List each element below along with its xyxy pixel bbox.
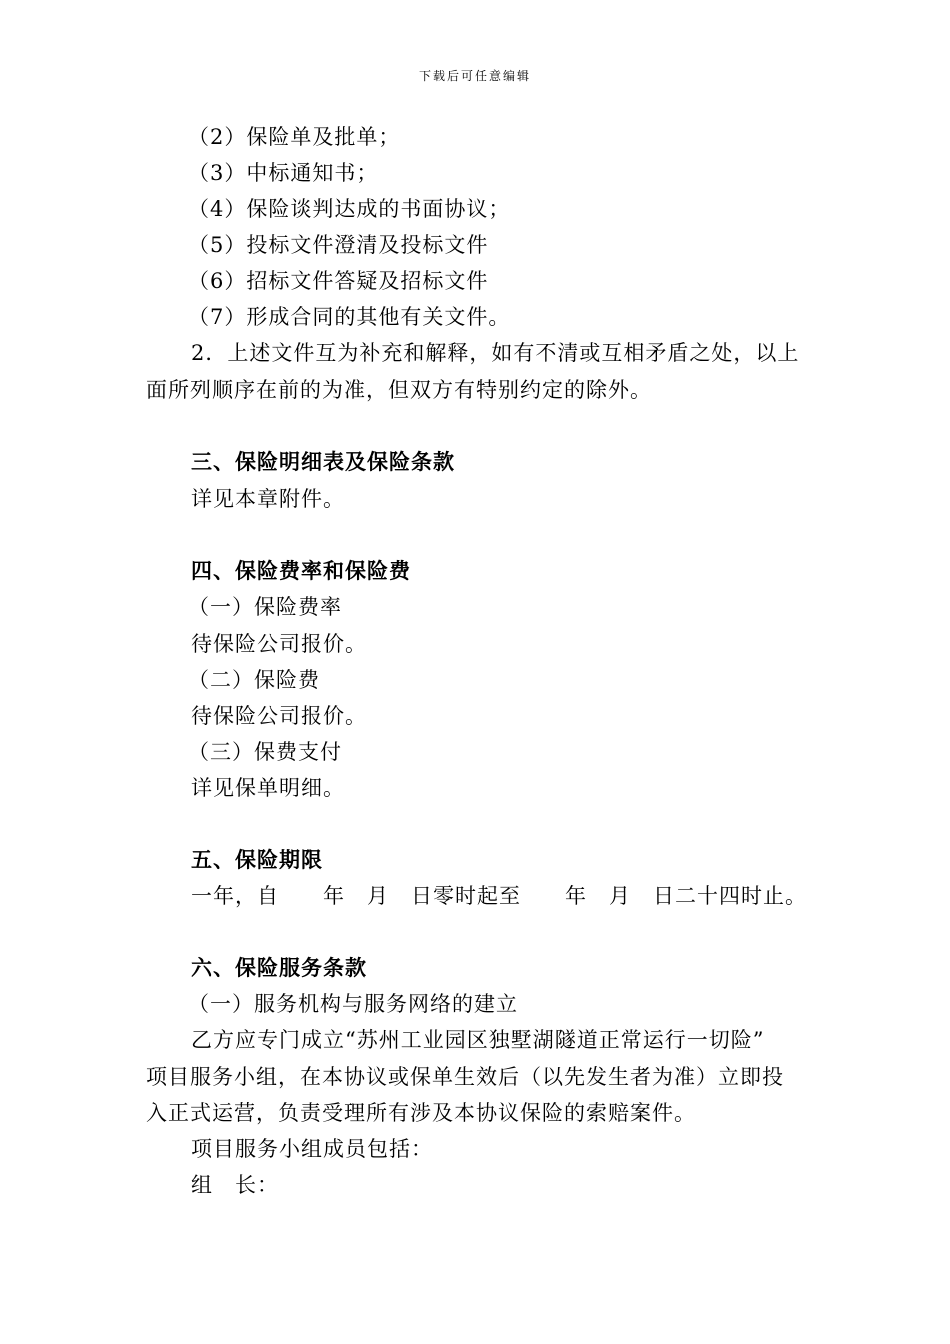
sub-heading: （一）保险费率: [188, 595, 342, 619]
body-text: 项目服务小组成员包括：: [191, 1137, 433, 1161]
sub-heading: （一）服务机构与服务网络的建立: [188, 992, 518, 1016]
list-item: （3）中标通知书；: [188, 161, 379, 185]
sub-heading: （三）保费支付: [188, 740, 342, 764]
body-text: 详见本章附件。: [191, 487, 345, 511]
list-item: （7）形成合同的其他有关文件。: [188, 305, 511, 329]
body-text: 详见保单明细。: [191, 776, 345, 800]
list-item: （5）投标文件澄清及投标文件: [188, 233, 489, 257]
sub-heading: （二）保险费: [188, 668, 320, 692]
list-item: （6）招标文件答疑及招标文件: [188, 269, 489, 293]
section-heading: 六、保险服务条款: [191, 955, 367, 980]
body-text: 组 长：: [191, 1173, 279, 1197]
paragraph-line: 项目服务小组，在本协议或保单生效后（以先发生者为准）立即投: [146, 1065, 784, 1089]
paragraph-line: 2．上述文件互为补充和解释，如有不清或互相矛盾之处，以上: [191, 341, 800, 365]
page-header: 下载后可任意编辑: [418, 69, 531, 83]
section-heading: 五、保险期限: [191, 847, 323, 872]
paragraph-line: 入正式运营，负责受理所有涉及本协议保险的索赔案件。: [146, 1101, 696, 1125]
section-heading: 四、保险费率和保险费: [191, 558, 411, 583]
body-text: 待保险公司报价。: [191, 632, 367, 656]
body-text: 一年，自 年 月 日零时起至 年 月 日二十四时止。: [191, 884, 807, 908]
paragraph-line: 面所列顺序在前的为准，但双方有特别约定的除外。: [146, 378, 652, 402]
list-item: （2）保险单及批单；: [188, 125, 401, 149]
list-item: （4）保险谈判达成的书面协议；: [188, 197, 511, 221]
section-heading: 三、保险明细表及保险条款: [191, 449, 455, 474]
body-text: 待保险公司报价。: [191, 704, 367, 728]
paragraph-line: 乙方应专门成立“苏州工业园区独墅湖隧道正常运行一切险”: [191, 1028, 765, 1052]
